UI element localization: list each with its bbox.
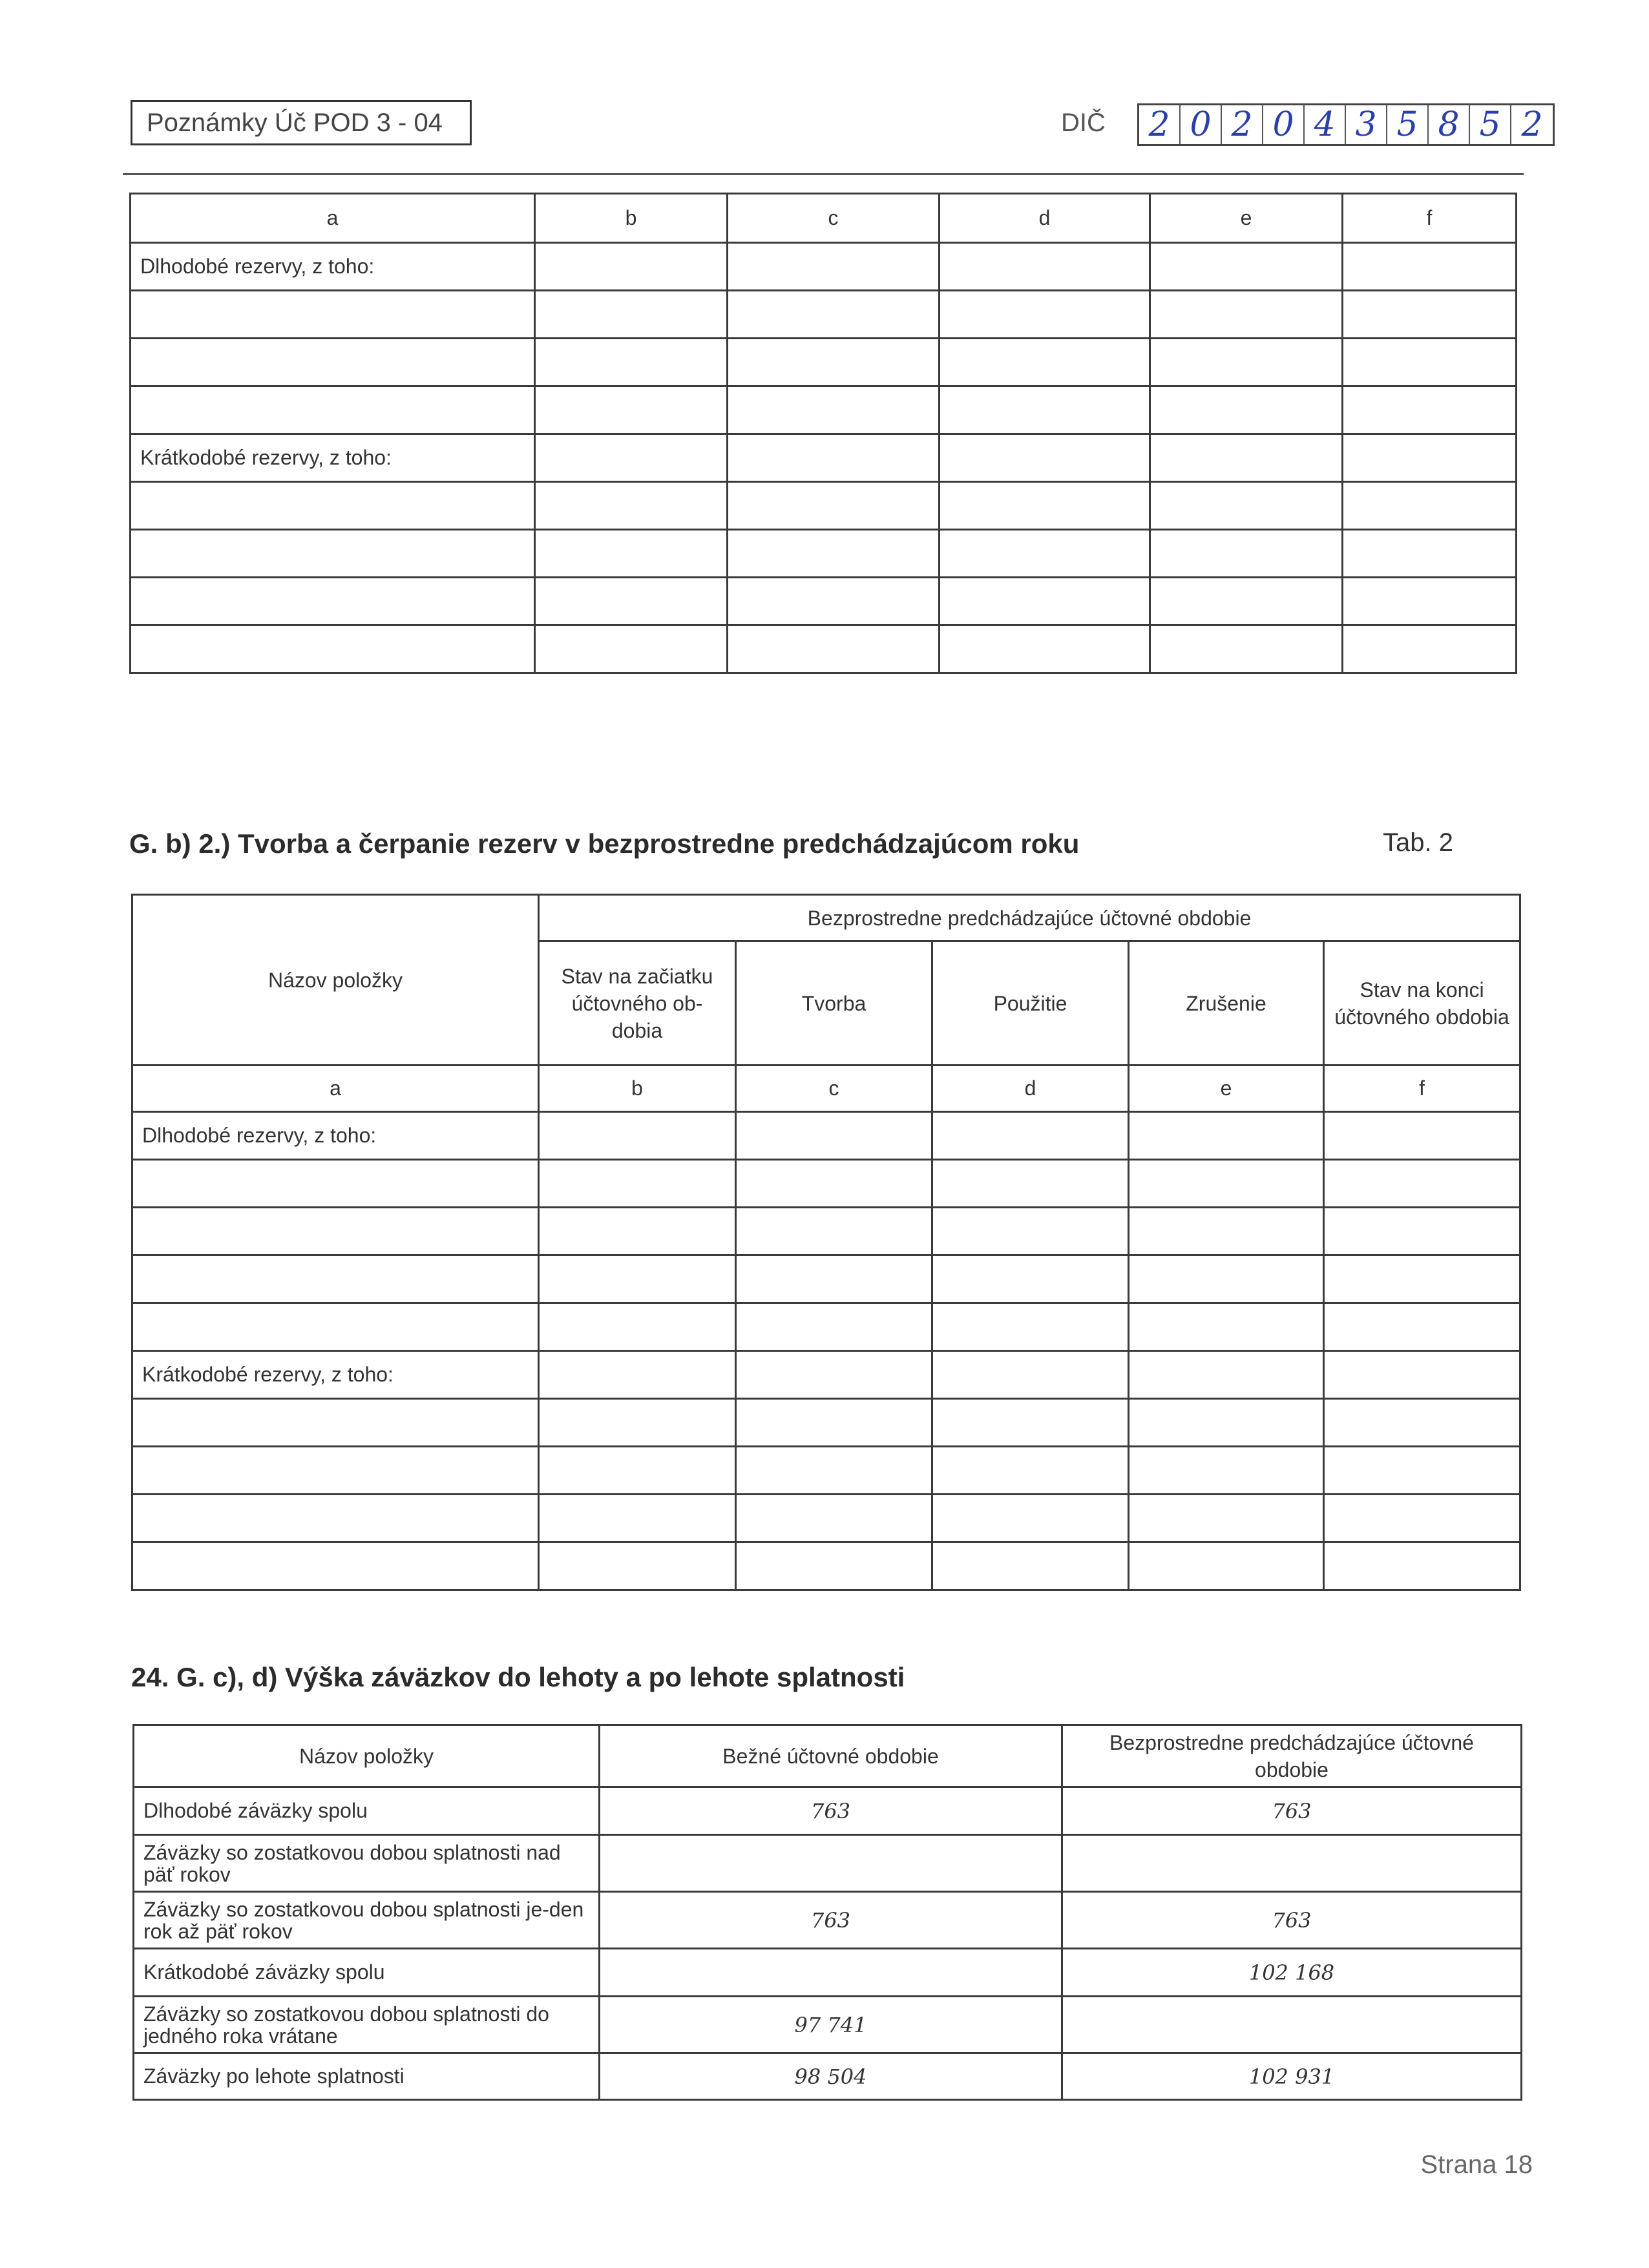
previous-value bbox=[1062, 1835, 1522, 1892]
table-row bbox=[134, 1835, 1522, 1892]
table-row bbox=[134, 1892, 1522, 1949]
row-label: Záväzky so zostatkovou dobou splatnosti do jedného roka vrátane bbox=[134, 1997, 600, 2053]
col-letter: d bbox=[940, 194, 1150, 243]
dic-digit: 8 bbox=[1429, 105, 1470, 144]
period-header: Bezprostredne predchádzajúce účtovné obdobie bbox=[539, 895, 1520, 941]
long-term-reserves-label: Dlhodobé rezervy, z toho: bbox=[131, 243, 535, 291]
current-value: 763 bbox=[600, 1787, 1062, 1835]
row-label: Dlhodobé záväzky spolu bbox=[134, 1787, 600, 1835]
dic-digit: 2 bbox=[1139, 105, 1181, 144]
short-term-reserves-label: Krátkodobé rezervy, z toho: bbox=[131, 434, 535, 482]
current-value bbox=[600, 1835, 1062, 1892]
tab-label: Tab. 2 bbox=[1383, 828, 1453, 857]
col-letter: f bbox=[1324, 1066, 1520, 1112]
col-letter: e bbox=[1150, 194, 1343, 243]
previous-value: 102 168 bbox=[1062, 1949, 1522, 1997]
row-label: Záväzky so zostatkovou dobou splatnosti je-den rok až päť rokov bbox=[134, 1892, 600, 1949]
col-header-start: Stav na začiatku účtovného ob-dobia bbox=[539, 941, 736, 1066]
table-row bbox=[132, 1160, 1520, 1208]
col-letter: c bbox=[736, 1066, 932, 1112]
dic-digit: 5 bbox=[1387, 105, 1429, 144]
table-row bbox=[132, 1255, 1520, 1303]
table-row bbox=[132, 1303, 1520, 1351]
dic-digit: 5 bbox=[1470, 105, 1511, 144]
previous-value: 102 931 bbox=[1062, 2053, 1522, 2100]
col-letter: a bbox=[131, 194, 535, 243]
col-header-end: Stav na konci účtovného obdobia bbox=[1324, 941, 1520, 1066]
table-row bbox=[132, 1399, 1520, 1447]
col-letter: e bbox=[1129, 1066, 1324, 1112]
table-row bbox=[131, 625, 1517, 673]
table-row bbox=[131, 291, 1517, 339]
current-value: 98 504 bbox=[600, 2053, 1062, 2100]
section-title-liabilities: 24. G. c), d) Výška záväzkov do lehoty a po lehote splatnosti bbox=[131, 1662, 905, 1692]
table-row bbox=[132, 1495, 1520, 1542]
col-letter: d bbox=[932, 1066, 1129, 1112]
page-number: Strana 18 bbox=[1420, 2150, 1533, 2179]
row-label: Záväzky po lehote splatnosti bbox=[134, 2053, 600, 2100]
table-row bbox=[134, 2053, 1522, 2100]
table-row bbox=[134, 1997, 1522, 2053]
table-row bbox=[134, 1787, 1522, 1835]
table-row bbox=[132, 1542, 1520, 1590]
dic-digit: 0 bbox=[1181, 105, 1222, 144]
reserves-table-previous bbox=[131, 894, 1521, 1591]
col-header-current: Bežné účtovné obdobie bbox=[600, 1725, 1062, 1787]
table-row bbox=[132, 1208, 1520, 1255]
short-term-reserves-label: Krátkodobé rezervy, z toho: bbox=[132, 1351, 539, 1399]
liabilities-table bbox=[132, 1724, 1522, 2101]
table-row bbox=[132, 1351, 1520, 1399]
header-divider bbox=[123, 173, 1524, 175]
col-letter: c bbox=[728, 194, 940, 243]
table-row bbox=[132, 1447, 1520, 1495]
previous-value bbox=[1062, 1997, 1522, 2053]
col-letter: b bbox=[535, 194, 728, 243]
table-row bbox=[131, 530, 1517, 578]
letter-row bbox=[132, 1066, 1520, 1112]
table-row bbox=[131, 243, 1517, 291]
section-title-reserves-previous: G. b) 2.) Tvorba a čerpanie rezerv v bezprostredne predchádzajúcom roku bbox=[129, 828, 1080, 859]
col-header-previous: Bezprostredne predchádzajúce účtovné obdobie bbox=[1062, 1725, 1522, 1787]
current-value bbox=[600, 1949, 1062, 1997]
col-letter: b bbox=[539, 1066, 736, 1112]
col-letter: a bbox=[132, 1066, 539, 1112]
table-row bbox=[131, 482, 1517, 530]
dic-digit: 4 bbox=[1305, 105, 1346, 144]
current-value: 763 bbox=[600, 1892, 1062, 1949]
col-header-name: Názov položky bbox=[134, 1725, 600, 1787]
col-header-use: Použitie bbox=[932, 941, 1129, 1066]
previous-value: 763 bbox=[1062, 1787, 1522, 1835]
table-row bbox=[132, 1112, 1520, 1160]
item-name-header: Názov položky bbox=[132, 895, 539, 1066]
long-term-reserves-label: Dlhodobé rezervy, z toho: bbox=[132, 1112, 539, 1160]
table-row bbox=[131, 386, 1517, 434]
current-value: 97 741 bbox=[600, 1997, 1062, 2053]
dic-label: DIČ bbox=[1061, 109, 1106, 137]
form-id-box bbox=[131, 100, 472, 145]
row-label: Záväzky so zostatkovou dobou splatnosti nad päť rokov bbox=[134, 1835, 600, 1892]
table-row bbox=[131, 434, 1517, 482]
form-id-text: Poznámky Úč POD 3 - 04 bbox=[147, 108, 443, 137]
letter-row bbox=[131, 194, 1517, 243]
table-row bbox=[131, 578, 1517, 625]
dic-digit: 0 bbox=[1263, 105, 1305, 144]
table-row bbox=[131, 339, 1517, 386]
dic-digit: 2 bbox=[1521, 105, 1543, 144]
dic-digit-boxes bbox=[1137, 103, 1555, 146]
col-letter: f bbox=[1343, 194, 1517, 243]
previous-value: 763 bbox=[1062, 1892, 1522, 1949]
col-header-cancel: Zrušenie bbox=[1129, 941, 1324, 1066]
table-row bbox=[134, 1949, 1522, 1997]
col-header-creation: Tvorba bbox=[736, 941, 932, 1066]
dic-digit: 3 bbox=[1346, 105, 1387, 144]
dic-digit: 2 bbox=[1222, 105, 1263, 144]
reserves-table-current bbox=[129, 193, 1517, 674]
row-label: Krátkodobé záväzky spolu bbox=[134, 1949, 600, 1997]
